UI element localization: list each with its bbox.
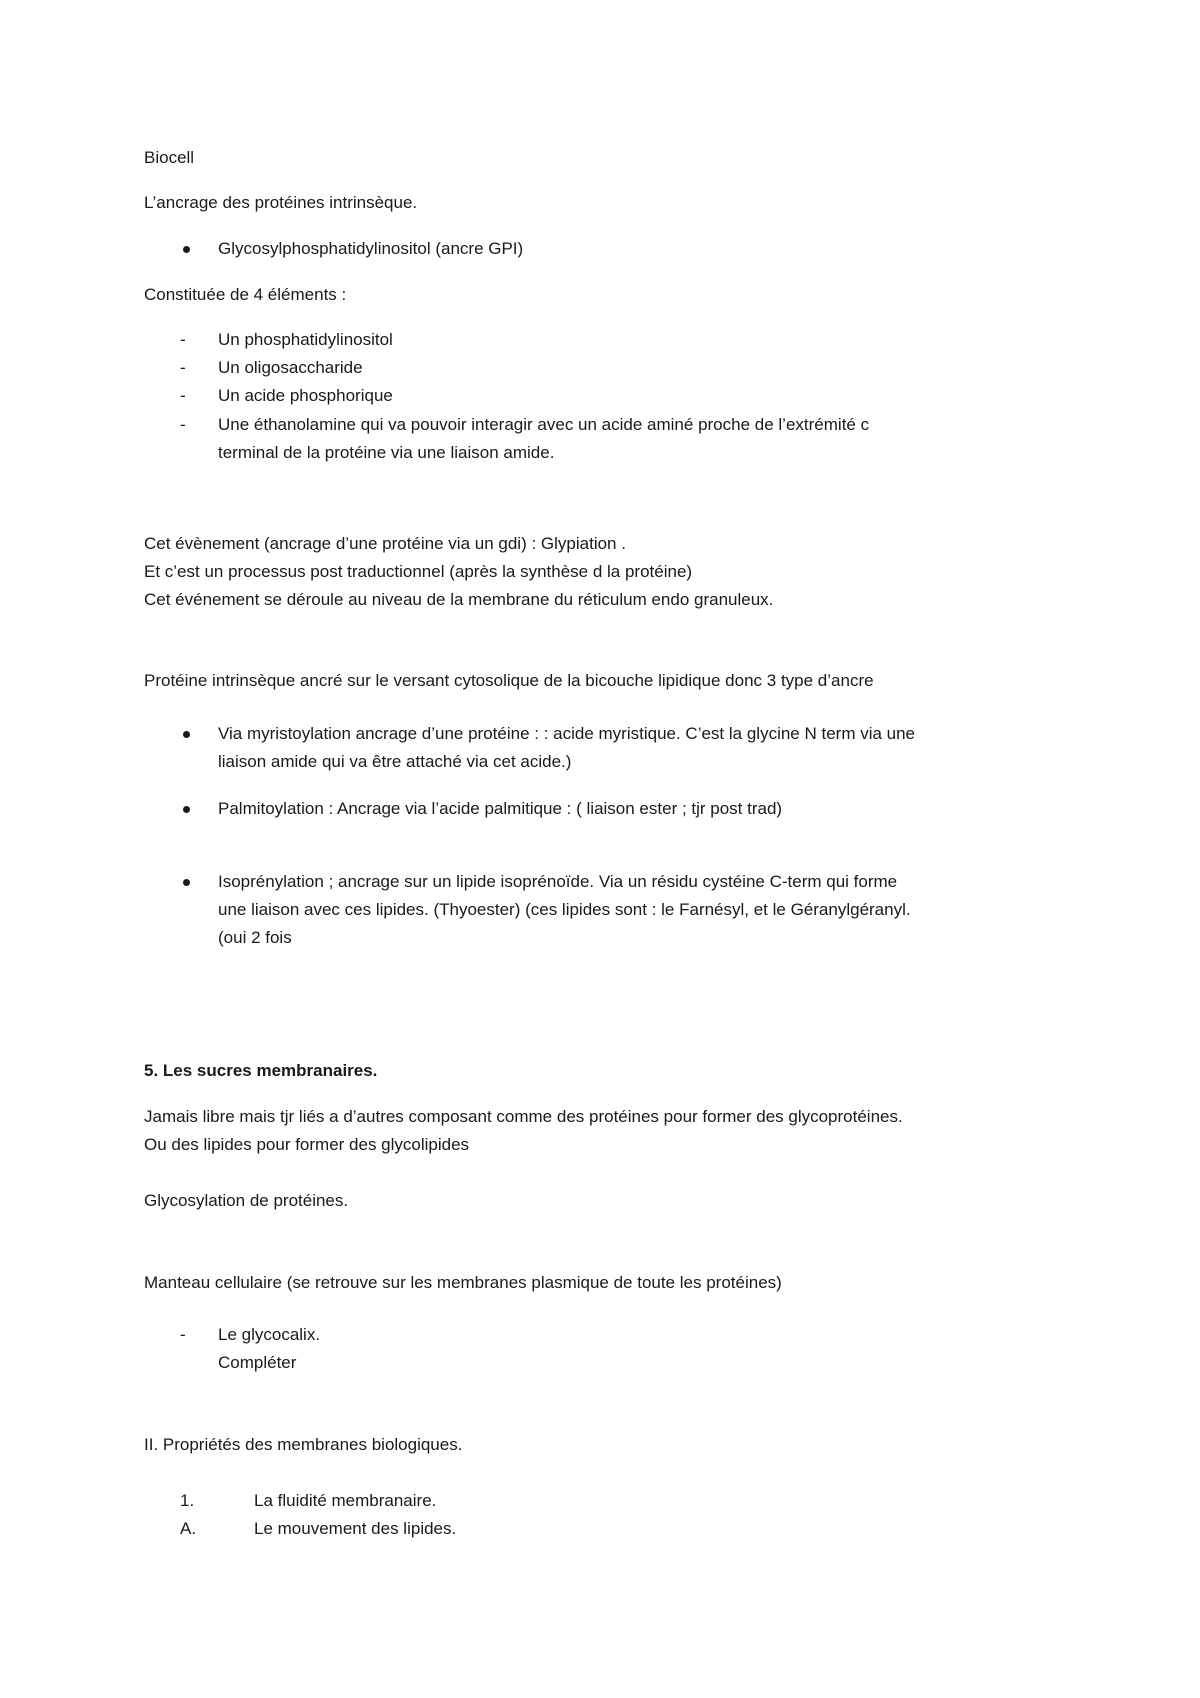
element-item: Un acide phosphorique xyxy=(218,386,393,405)
element-item-continuation: terminal de la protéine via une liaison amide. xyxy=(218,443,555,462)
anchor-item-line: Isoprénylation ; ancrage sur un lipide isoprénoïde. Via un résidu cystéine C-term qui forme xyxy=(218,872,898,891)
dash-marker: - xyxy=(180,358,186,377)
glycocalix-item: Le glycocalix. xyxy=(218,1325,321,1344)
section-heading: II. Propriétés des membranes biologiques. xyxy=(144,1435,463,1454)
numbered-item: La fluidité membranaire. xyxy=(254,1491,437,1510)
glycosylation-text: Glycosylation de protéines. xyxy=(144,1191,349,1210)
paragraph-line: Jamais libre mais tjr liés a d’autres composant comme des protéines pour former des glycoprotéines. xyxy=(144,1107,903,1126)
dash-marker: - xyxy=(180,386,186,405)
element-item: Un phosphatidylinositol xyxy=(218,330,393,349)
bullet-icon xyxy=(183,879,190,886)
proteine-intro: Protéine intrinsèque ancré sur le versant cytosolique de la bicouche lipidique donc 3 type d’ancre xyxy=(144,671,874,690)
glycocalix-item-continuation: Compléter xyxy=(218,1353,297,1372)
doc-subtitle: L’ancrage des protéines intrinsèque. xyxy=(144,193,418,212)
paragraph-line: Cet événement se déroule au niveau de la membrane du réticulum endo granuleux. xyxy=(144,590,774,609)
numbered-item: Le mouvement des lipides. xyxy=(254,1519,457,1538)
anchor-item-line: Via myristoylation ancrage d’une protéine : : acide myristique. C’est la glycine N term via une xyxy=(218,724,916,743)
dash-marker: - xyxy=(180,330,186,349)
list-letter: A. xyxy=(180,1519,197,1538)
bullet-icon xyxy=(183,806,190,813)
bullet-icon xyxy=(183,731,190,738)
bullet-icon xyxy=(183,246,190,253)
constituee-text: Constituée de 4 éléments : xyxy=(144,285,347,304)
element-item: Un oligosaccharide xyxy=(218,358,363,377)
paragraph-line: Ou des lipides pour former des glycolipides xyxy=(144,1135,470,1154)
anchor-item-line: Palmitoylation : Ancrage via l’acide palmitique : ( liaison ester ; tjr post trad) xyxy=(218,799,783,818)
dash-marker: - xyxy=(180,1325,186,1344)
section-heading: 5. Les sucres membranaires. xyxy=(144,1061,378,1080)
paragraph-line: Cet évènement (ancrage d’une protéine via un gdi) : Glypiation . xyxy=(144,534,626,553)
paragraph-line: Et c’est un processus post traductionnel (après la synthèse d la protéine) xyxy=(144,562,693,581)
anchor-item-line: une liaison avec ces lipides. (Thyoester) (ces lipides sont : le Farnésyl, et le Géranylgéranyl. xyxy=(218,900,911,919)
element-item: Une éthanolamine qui va pouvoir interagir avec un acide aminé proche de l’extrémité c xyxy=(218,415,870,434)
gpi-bullet-text: Glycosylphosphatidylinositol (ancre GPI) xyxy=(218,239,524,258)
manteau-text: Manteau cellulaire (se retrouve sur les membranes plasmique de toute les protéines) xyxy=(144,1273,782,1292)
doc-title: Biocell xyxy=(144,148,195,167)
list-number: 1. xyxy=(180,1491,195,1510)
anchor-item-line: (oui 2 fois xyxy=(218,928,292,947)
dash-marker: - xyxy=(180,415,186,434)
anchor-item-line: liaison amide qui va être attaché via cet acide.) xyxy=(218,752,572,771)
